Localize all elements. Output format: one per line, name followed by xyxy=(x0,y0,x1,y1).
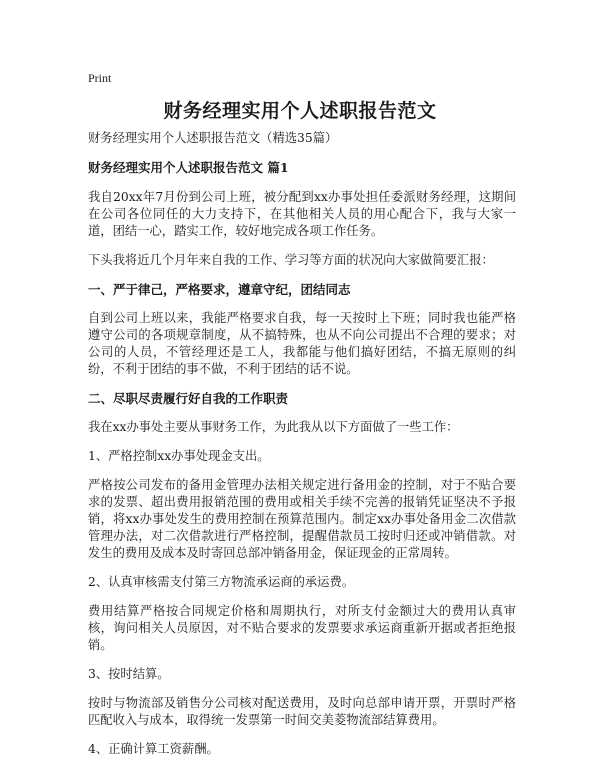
item-title-3: 3、按时结算。 xyxy=(88,667,170,681)
item-body-2: 费用结算严格按合同规定价格和周期执行，对所支付金额过大的费用认真审核，询问相关人员原因，对不贴合要求的发票要求承运商重新开据或者拒绝报销。 xyxy=(88,604,516,652)
print-label[interactable]: Print xyxy=(88,71,112,85)
paragraph-summary-lead: 下头我将近几个月年来自我的工作、学习等方面的状况向大家做简要汇报： xyxy=(88,253,494,267)
document-body xyxy=(88,130,516,770)
page-title: 财务经理实用个人述职报告范文 xyxy=(163,100,437,122)
paragraph-section2-lead: 我在xx办事处主要从事财务工作，为此我从以下方面做了一些工作： xyxy=(88,420,459,434)
item-title-4: 4、正确计算工资薪酬。 xyxy=(88,742,219,756)
section-heading-2: 二、尽职尽责履行好自我的工作职责 xyxy=(88,391,289,406)
subtitle: 财务经理实用个人述职报告范文（精选35篇） xyxy=(88,131,338,145)
section-heading-1: 一、严于律己，严格要求，遵章守纪，团结同志 xyxy=(88,282,351,297)
item-body-1: 严格按公司发布的备用金管理办法相关规定进行备用金的控制，对于不贴合要求的发票、超出费用报销范围的费用或相关手续不完善的报销凭证坚决不予报销，将xx办事处发生的费用控制在预算范围内。制定xx办事处备用金二次借款管理办法，对二次借款进行严格控制，提醒借款员工按时归还或冲销借款。对发生的费用及成本及时寄回总部冲销备用金，保证现金的正常周转。 xyxy=(88,478,516,560)
item-body-3: 按时与物流部及销售分公司核对配送费用，及时向总部申请开票，开票时严格匹配收入与成本，取得统一发票第一时间交美菱物流部结算费用。 xyxy=(88,696,516,727)
item-title-1: 1、严格控制xx办事处现金支出。 xyxy=(88,449,270,463)
paragraph-section1: 自到公司上班以来，我能严格要求自我，每一天按时上下班；同时我也能严格遵守公司的各项规章制度，从不搞特殊，也从不向公司提出不合理的要求；对公司的人员，不管经理还是工人，我都能与他们搞好团结，不搞无原则的纠纷，不利于团结的事不做，不利于团结的话不说。 xyxy=(88,311,516,376)
article-heading: 财务经理实用个人述职报告范文 篇1 xyxy=(88,160,289,175)
paragraph-intro: 我自20xx年7月份到公司上班，被分配到xx办事处担任委派财务经理，这期间在公司各位同任的大力支持下，在其他相关人员的用心配合下，我与大家一道，团结一心，踏实工作，较好地完成各项工作任务。 xyxy=(88,190,516,238)
item-title-2: 2、认真审核需支付第三方物流承运商的承运费。 xyxy=(88,575,355,589)
